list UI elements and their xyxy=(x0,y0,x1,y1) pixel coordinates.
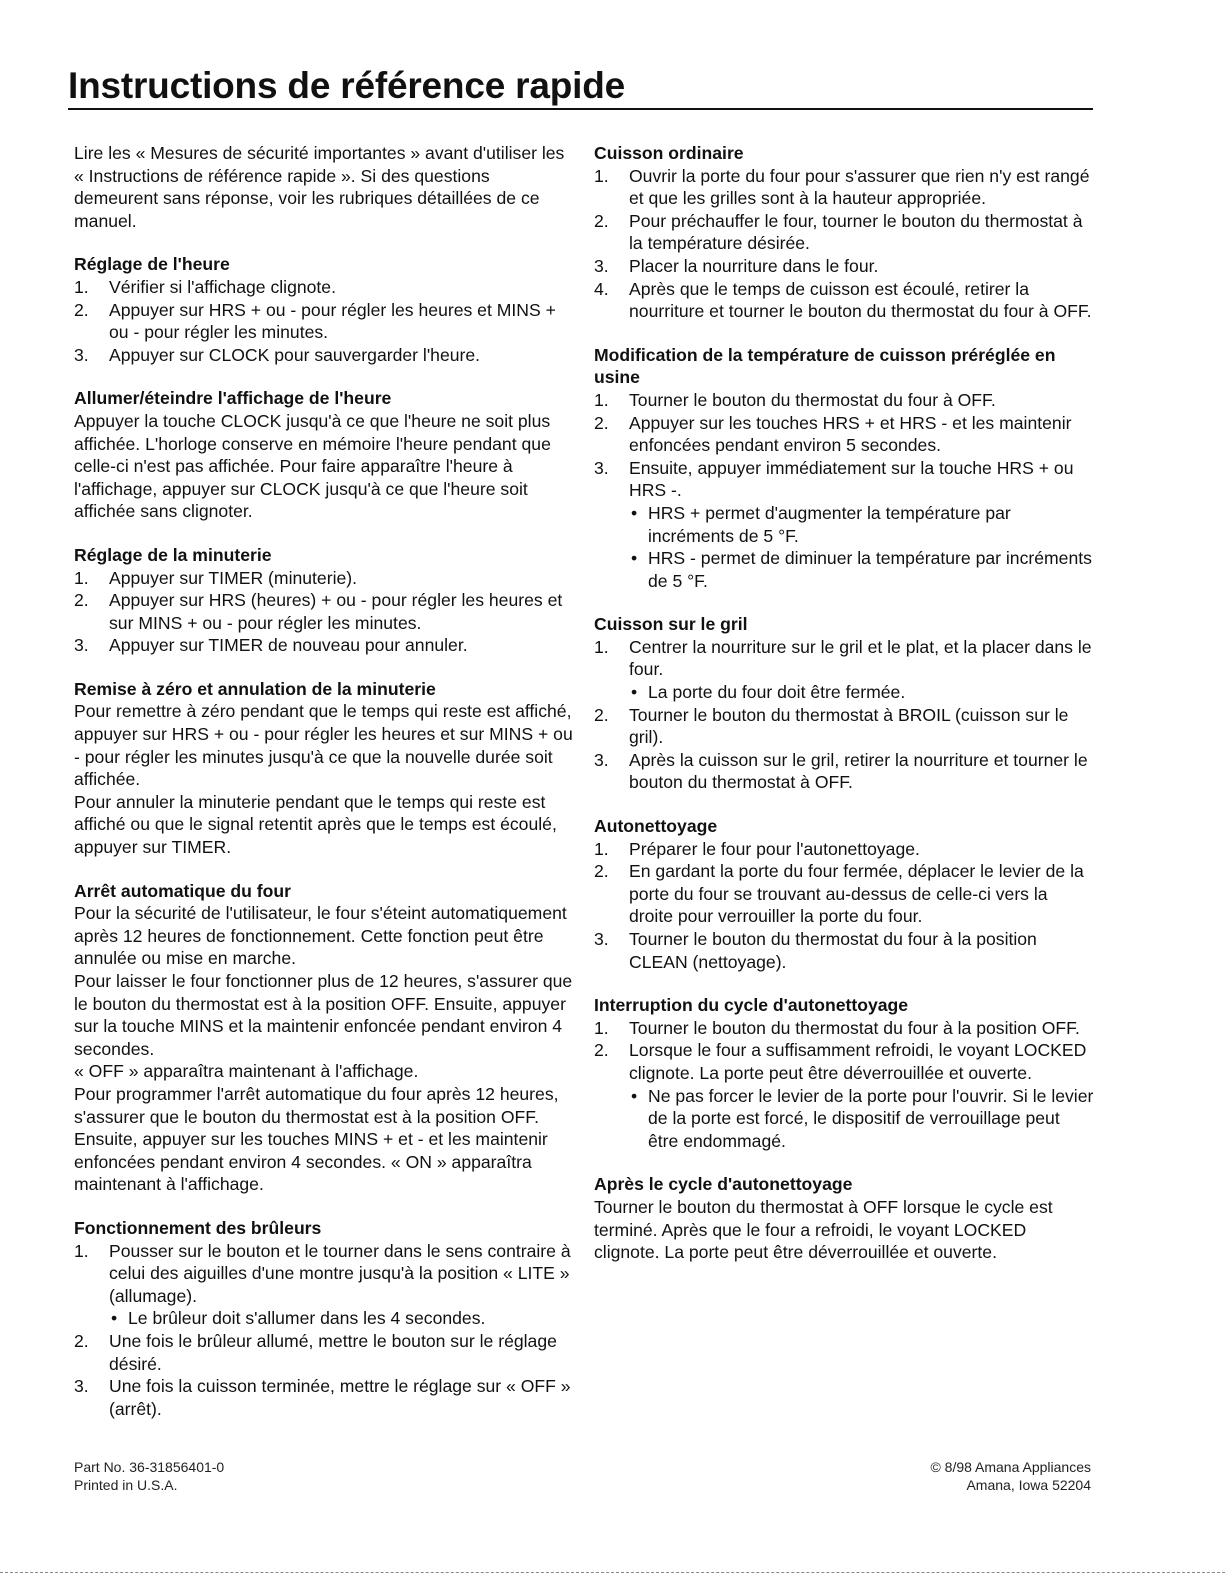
section-autonettoyage xyxy=(594,815,1094,973)
page-edge-divider xyxy=(0,1572,1225,1573)
section-interruption-cycle xyxy=(594,994,1094,1152)
list-item: 2. Pour préchauffer le four, tourner le bouton du thermostat à la température désirée. xyxy=(594,210,1083,254)
section-heading: Cuisson sur le gril xyxy=(594,614,748,635)
list-item: 1. Pousser sur le bouton et le tourner dans le sens contraire à celui des aiguilles d'une montre jusqu'à la position « LITE » (allumage). • Le brûleur doit s'allumer dans les 4 secondes. xyxy=(74,1240,574,1330)
part-number: Part No. 36-31856401-0 xyxy=(74,1459,225,1475)
steps-list xyxy=(594,838,1094,974)
section-cuisson-ordinaire xyxy=(594,142,1094,323)
list-item: 2. Appuyer sur HRS (heures) + ou - pour régler les heures et sur MINS + ou - pour régler les minutes. xyxy=(74,590,563,633)
steps-list xyxy=(594,389,1094,592)
list-item: 4. Après que le temps de cuisson est écoulé, retirer la nourriture et tourner le bouton du thermostat du four à OFF. xyxy=(594,278,1092,322)
section-heading: Fonctionnement des brûleurs xyxy=(74,1217,322,1238)
steps-list xyxy=(594,1017,1094,1153)
list-item: 3. Appuyer sur CLOCK pour sauvergarder l'heure. xyxy=(74,344,481,365)
section-text: Appuyer la touche CLOCK jusqu'à ce que l'heure ne soit plus affichée. L'horloge conserve en mémoire l'heure pendant que celle-ci n'est pas affichée. Pour faire apparaître l'heure à l'affichage, appuyer sur CLOCK jusqu'à ce que l'heure soit affichée sans clignoter. xyxy=(74,410,551,522)
list-item: 2. En gardant la porte du four fermée, déplacer le levier de la porte du four se trouvant au-dessus de celle-ci vers la droite pour verrouiller la porte du four. xyxy=(594,861,1084,927)
section-modification-temperature xyxy=(594,344,1094,593)
footer-left xyxy=(74,1458,224,1494)
list-item: 1. Vérifier si l'affichage clignote. xyxy=(74,276,336,297)
list-item: 2. Appuyer sur les touches HRS + et HRS - et les maintenir enfoncées pendant environ 5 secondes. xyxy=(594,412,1072,456)
list-item: 2. Une fois le brûleur allumé, mettre le bouton sur le réglage désiré. xyxy=(74,1330,557,1374)
intro-paragraph: Lire les « Mesures de sécurité importantes » avant d'utiliser les « Instructions de référence rapide ». Si des questions demeurent sans réponse, voir les rubriques détaillées de ce manuel. xyxy=(74,143,565,231)
section-heading: Réglage de la minuterie xyxy=(74,544,272,565)
section-text: « OFF » apparaîtra maintenant à l'affichage. xyxy=(74,1061,419,1082)
section-heading: Modification de la température de cuisson préréglée en usine xyxy=(594,344,1056,388)
copyright: © 8/98 Amana Appliances xyxy=(930,1459,1091,1475)
bullet-item: • HRS + permet d'augmenter la température par incréments de 5 °F. xyxy=(631,502,1011,546)
section-apres-cycle xyxy=(594,1173,1094,1263)
bullet-list xyxy=(629,502,1094,592)
bullet-item: • HRS - permet de diminuer la température par incréments de 5 °F. xyxy=(631,548,1092,591)
section-heading: Réglage de l'heure xyxy=(74,254,230,275)
steps-list xyxy=(594,165,1094,323)
list-item: 1. Ouvrir la porte du four pour s'assurer que rien n'y est rangé et que les grilles sont à la hauteur appropriée. xyxy=(594,165,1090,209)
bullet-list xyxy=(629,1085,1094,1153)
section-text: Pour remettre à zéro pendant que le temps qui reste est affiché, appuyer sur HRS + ou - pour régler les heures et sur MINS + ou - pour régler les minutes jusqu'à ce que la nouvelle durée soit affichée. xyxy=(74,701,573,790)
bullet-item: • La porte du four doit être fermée. xyxy=(631,682,906,703)
bullet-list xyxy=(109,1307,574,1330)
section-text: Pour annuler la minuterie pendant que le temps qui reste est affiché ou que le signal retentit après que le temps est écoulé, appuyer sur TIMER. xyxy=(74,791,557,858)
list-item: 3. Après la cuisson sur le gril, retirer la nourriture et tourner le bouton du thermostat à OFF. xyxy=(594,749,1088,793)
section-heading: Autonettoyage xyxy=(594,816,718,837)
section-affichage-heure xyxy=(74,387,574,523)
section-minuterie xyxy=(74,544,574,657)
bullet-item: • Le brûleur doit s'allumer dans les 4 secondes. xyxy=(111,1308,486,1329)
section-reglage-heure xyxy=(74,253,574,366)
section-bruleurs xyxy=(74,1217,574,1420)
section-text: Tourner le bouton du thermostat à OFF lorsque le cycle est terminé. Après que le four a refroidi, le voyant LOCKED clignote. La porte peut être déverrouillée et ouverte. xyxy=(594,1196,1053,1263)
list-item: 1. Tourner le bouton du thermostat du four à OFF. xyxy=(594,389,996,410)
section-remise-zero xyxy=(74,678,574,859)
section-arret-auto xyxy=(74,880,574,1196)
list-item: 2. Lorsque le four a suffisamment refroidi, le voyant LOCKED clignote. La porte peut être déverrouillée et ouverte. • Ne pas forcer le levier de la porte pour l'ouvrir. Si le levier de la porte est forcé, le dispositif de verrouillage peut être endommagé. xyxy=(594,1040,1094,1151)
list-item: 2. Tourner le bouton du thermostat à BROIL (cuisson sur le gril). xyxy=(594,704,1069,748)
printed-in: Printed in U.S.A. xyxy=(74,1477,178,1493)
section-heading: Interruption du cycle d'autonettoyage xyxy=(594,995,909,1016)
section-heading: Après le cycle d'autonettoyage xyxy=(594,1174,853,1195)
bullet-list xyxy=(629,681,1094,704)
section-text: Pour laisser le four fonctionner plus de 12 heures, s'assurer que le bouton du thermostat est à la position OFF. Ensuite, appuyer sur la touche MINS et la maintenir enfoncée pendant environ 4 secondes. xyxy=(74,971,573,1059)
list-item: 2. Appuyer sur HRS + ou - pour régler les heures et MINS + ou - pour régler les minutes. xyxy=(74,299,556,343)
list-item: 1. Préparer le four pour l'autonettoyage. xyxy=(594,838,920,859)
list-item: 1. Tourner le bouton du thermostat du four à la position OFF. xyxy=(594,1017,1080,1038)
section-text: Pour la sécurité de l'utilisateur, le four s'éteint automatiquement après 12 heures de fonctionnement. Cette fonction peut être annulée ou mise en marche. xyxy=(74,903,567,969)
section-heading: Cuisson ordinaire xyxy=(594,143,744,163)
section-text: Pour programmer l'arrêt automatique du four après 12 heures, s'assurer que le bouton du thermostat est à la position OFF. Ensuite, appuyer sur les touches MINS + et - et les maintenir enfoncées pendant environ 4 secondes. « ON » apparaîtra maintenant à l'affichage. xyxy=(74,1083,559,1195)
steps-list xyxy=(74,276,574,366)
list-item: 1. Centrer la nourriture sur le gril et le plat, et la placer dans le four. • La porte du four doit être fermée. xyxy=(594,636,1094,704)
section-heading: Remise à zéro et annulation de la minuterie xyxy=(74,678,436,699)
page-title: Instructions de référence rapide xyxy=(68,64,1093,110)
intro-section xyxy=(74,142,574,232)
footer-right xyxy=(930,1458,1091,1494)
list-item: 3. Une fois la cuisson terminée, mettre le réglage sur « OFF » (arrêt). xyxy=(74,1376,571,1419)
list-item: 1. Appuyer sur TIMER (minuterie). xyxy=(74,567,358,588)
steps-list xyxy=(74,1240,574,1421)
steps-list xyxy=(74,567,574,657)
section-heading: Arrêt automatique du four xyxy=(74,880,291,901)
list-item: 3. Placer la nourriture dans le four. xyxy=(594,255,879,276)
steps-list xyxy=(594,636,1094,794)
list-item: 3. Ensuite, appuyer immédiatement sur la touche HRS + ou HRS -. • HRS + permet d'augmenter la température par incréments de 5 °F. • HRS - permet de diminuer la température par incréments de 5 °F. xyxy=(594,457,1094,593)
left-column xyxy=(74,142,574,1430)
address: Amana, Iowa 52204 xyxy=(966,1477,1091,1493)
right-column xyxy=(594,142,1094,1285)
list-item: 3. Appuyer sur TIMER de nouveau pour annuler. xyxy=(74,635,468,656)
section-heading: Allumer/éteindre l'affichage de l'heure xyxy=(74,388,392,409)
list-item: 3. Tourner le bouton du thermostat du four à la position CLEAN (nettoyage). xyxy=(594,929,1037,972)
section-cuisson-gril xyxy=(594,613,1094,794)
bullet-item: • Ne pas forcer le levier de la porte pour l'ouvrir. Si le levier de la porte est forcé, le dispositif de verrouillage peut être endommagé. xyxy=(631,1085,1094,1151)
